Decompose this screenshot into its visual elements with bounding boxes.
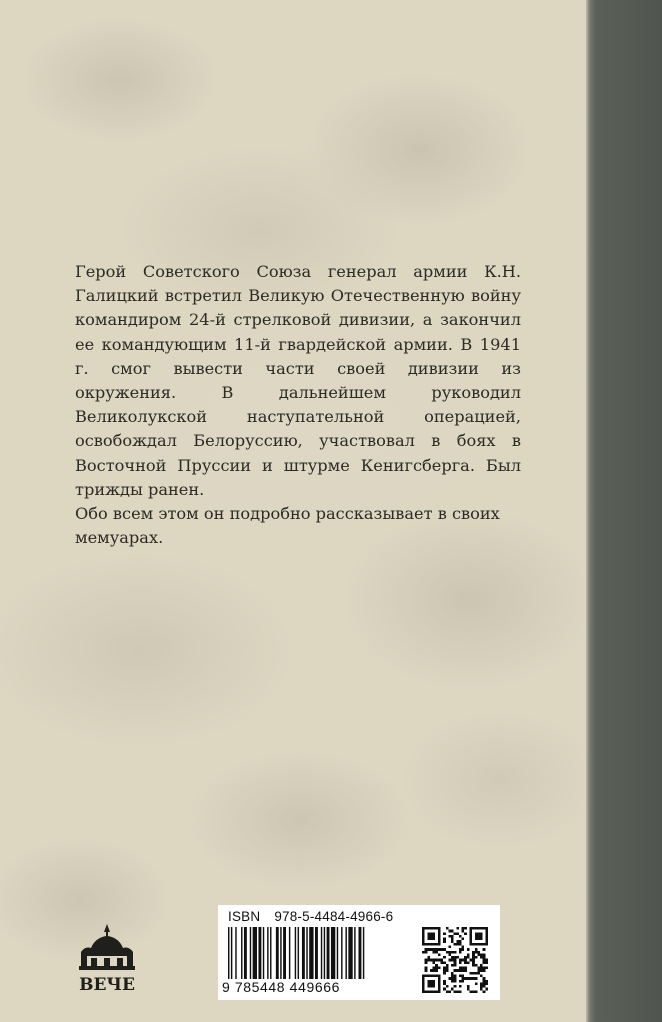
qr-code — [422, 927, 488, 993]
book-spine — [588, 0, 662, 1022]
barcode-panel — [218, 905, 500, 1000]
veche-logo-icon — [75, 922, 139, 998]
ean-digits: 9 785448 449666 — [222, 979, 340, 995]
description-paragraph-1: Герой Советского Союза генерал армии К.Н. Галицкий встретил Великую Отечественную войну командиром 24-й стрелковой дивизии, а закончил ее командующим 11-й гвардейской армии. В 1941 г. смог вывести части своей дивизии из окружения. В дальнейшем руководил Великолукской наступательной операцией, освобождал Белоруссию, участвовал в боях в Восточной Пруссии и штурме Кенигсберга. Был трижды ранен. — [75, 262, 521, 499]
isbn-number: 978-5-4484-4966-6 — [274, 909, 394, 924]
isbn-label: ISBN — [228, 909, 261, 924]
isbn-line — [228, 909, 393, 924]
description-text — [75, 260, 521, 550]
description-paragraph-2: Обо всем этом он подробно рассказывает в своих мемуарах. — [75, 504, 500, 548]
publisher-logo — [75, 922, 139, 998]
publisher-logo-text: ВЕЧЕ — [79, 975, 135, 995]
ean-barcode — [226, 927, 411, 979]
